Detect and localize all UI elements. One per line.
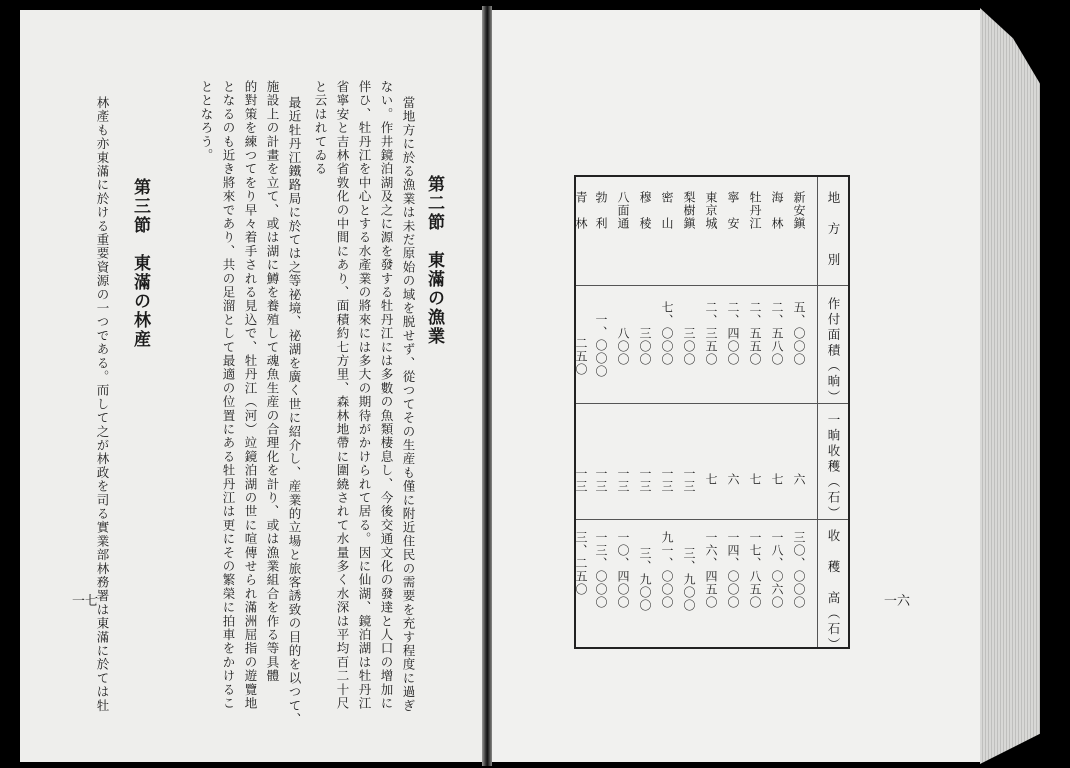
para1-line-2: ない。作井鏡泊湖及之に源を發する牡丹江には多數の魚類棲息し、今後交通文化の發達と人口の增加に <box>379 80 394 711</box>
yield-cell: 七 <box>748 473 762 486</box>
area-cell: 三〇〇 <box>682 327 696 366</box>
para2-line-5: ととなろう。 <box>199 80 214 163</box>
right-page <box>492 10 980 762</box>
page-number-right: 一六 <box>884 594 911 609</box>
area-cell: 五、〇〇〇 <box>792 301 806 366</box>
yield-cell: 七 <box>704 473 718 486</box>
area-cell: 二、三五〇 <box>704 301 718 366</box>
para2-line-4: となるのも近き將來であり、共の足溜として最適の位置にある牡丹江は更にその繁榮に拍車をかけるこ <box>221 80 236 711</box>
total-cell: 三、九〇〇 <box>638 547 652 612</box>
yield-cell: 一三 <box>594 467 608 493</box>
total-cell: 一四、〇〇〇 <box>726 531 740 609</box>
total-cell: 九一、〇〇〇 <box>660 531 674 609</box>
header-region: 地 方 別 <box>826 191 841 269</box>
area-cell: 二五〇 <box>574 337 588 376</box>
header-divider <box>817 177 818 647</box>
region-cell: 牡丹江 <box>748 191 762 230</box>
table-rule-1 <box>576 285 848 286</box>
region-cell: 八面通 <box>616 191 630 230</box>
para1-line-1: 當地方に於る漁業は未だ原始の域を脱せず、從つてその生産も僅に附近住民の需要を充す程度に過ぎ <box>401 96 416 713</box>
region-cell: 穆 稜 <box>638 191 652 230</box>
total-cell: 一六、四五〇 <box>704 531 718 609</box>
area-cell: 一、〇〇〇 <box>594 313 608 378</box>
page-edges <box>980 8 1040 764</box>
region-cell: 寧 安 <box>726 191 740 230</box>
total-cell: 一八、〇六〇 <box>770 531 784 609</box>
region-cell: 梨樹鎭 <box>682 191 696 230</box>
total-cell: 一三、〇〇〇 <box>594 531 608 609</box>
region-cell: 東京城 <box>704 191 718 230</box>
header-area: 作付面積（晌） <box>826 297 841 406</box>
para2-line-2: 施設上の計畫を立て、或は湖に鱒を養殖して魂魚生産の合理化を計り、或は漁業組合を作る等具體 <box>265 80 280 683</box>
header-total: 收 穫 高（石） <box>826 529 841 653</box>
table-rule-3 <box>576 519 848 520</box>
para2-line-1: 最近牡丹江鐵路局に於ては之等祕境、祕湖を廣く世に紹介し、産業的立場と旅客誘致の目的を以つて、 <box>287 96 302 727</box>
area-cell: 二、四〇〇 <box>726 301 740 366</box>
para1-line-4: 省寧安と吉林省敦化の中間にあり、面積約七方里、森林地帶に圍繞されて水量多く水深は平均百二十尺 <box>335 80 350 711</box>
para3-line-1: 林產も亦東滿に於ける重要資源の一つである。而して之が林政を司る實業部林務署は東滿に於ては牡 <box>95 96 110 713</box>
yield-cell: 六 <box>792 473 806 486</box>
area-cell: 二、五五〇 <box>748 301 762 366</box>
yield-cell: 一三 <box>638 467 652 493</box>
left-page <box>20 10 482 762</box>
table-rule-2 <box>576 403 848 404</box>
total-cell: 一七、八五〇 <box>748 531 762 609</box>
region-cell: 海 林 <box>770 191 784 230</box>
yield-cell: 六 <box>726 473 740 486</box>
area-cell: 二、五八〇 <box>770 301 784 366</box>
section3-heading: 第三節 東滿の林産 <box>130 178 150 349</box>
book-spine <box>482 6 492 766</box>
yield-cell: 一三 <box>616 467 630 493</box>
yield-cell: 七 <box>770 473 784 486</box>
total-cell: 三、二五〇 <box>574 531 588 596</box>
region-cell: 青 林 <box>574 191 588 230</box>
area-cell: 七、〇〇〇 <box>660 301 674 366</box>
para2-line-3: 的對策を練つてをり早々着手される見込で、牡丹江（河）竝鏡泊湖の世に喧傳せられ滿洲屈指の遊覽地 <box>243 80 258 711</box>
region-cell: 新安鎭 <box>792 191 806 230</box>
header-yield: 一晌收穫（石） <box>826 413 841 522</box>
total-cell: 一〇、四〇〇 <box>616 531 630 609</box>
yield-cell: 一三 <box>574 467 588 493</box>
harvest-table <box>574 175 850 653</box>
area-cell: 三〇〇 <box>638 327 652 366</box>
total-cell: 三、九〇〇 <box>682 547 696 612</box>
yield-cell: 一三 <box>682 467 696 493</box>
page-number-left: 一七 <box>72 594 99 609</box>
para1-line-3: 伴ひ、牡丹江を中心とする水產業の將來には多大の期待がかけられて居る。因に仙湖、鏡泊湖は牡丹江 <box>357 80 372 711</box>
region-cell: 密 山 <box>660 191 674 230</box>
para1-line-5: と云はれてゐる <box>313 80 328 176</box>
total-cell: 三〇、〇〇〇 <box>792 531 806 609</box>
area-cell: 八〇〇 <box>616 327 630 366</box>
section2-heading: 第二節 東滿の漁業 <box>424 175 444 346</box>
region-cell: 勃 利 <box>594 191 608 230</box>
yield-cell: 一三 <box>660 467 674 493</box>
